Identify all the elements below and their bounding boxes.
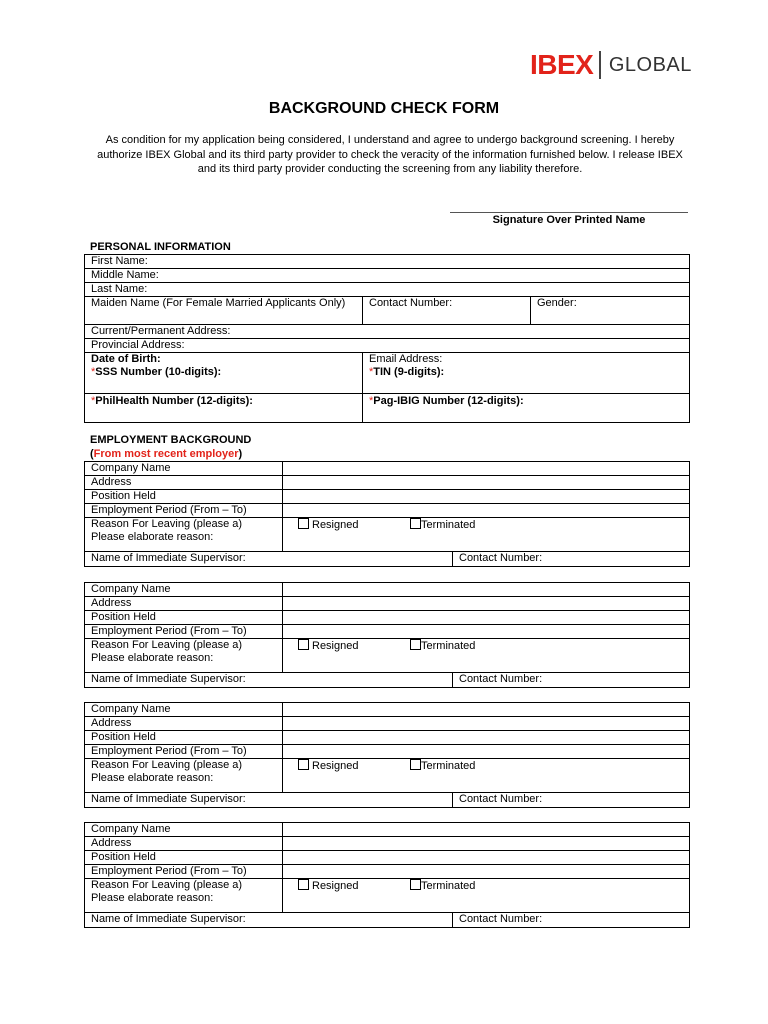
terminated-checkbox[interactable]: [410, 518, 421, 529]
supervisor-row[interactable]: [85, 552, 690, 567]
form-intro: As condition for my application being considered, I understand and agree to undergo background screening. I hereby authorize IBEX Global and its third party provider to check the veracity of the information furnished below. I release IBEX and its third party provider conducting the screening from any liability therefore.: [97, 134, 683, 175]
maiden-name-label: Maiden Name (For Female Married Applicants Only): [91, 297, 346, 309]
email-field[interactable]: [363, 353, 690, 367]
sss-field[interactable]: [85, 366, 363, 393]
sss-required-mark: *: [91, 366, 96, 378]
reason-label: Reason For Leaving (please a): [91, 518, 243, 530]
address-label: Address: [85, 837, 283, 851]
company-name-input[interactable]: [283, 823, 690, 837]
address-input[interactable]: [283, 717, 690, 731]
resigned-checkbox[interactable]: [298, 879, 309, 890]
company-name-label: Company Name: [85, 823, 283, 837]
employer-table-1: [84, 461, 690, 567]
supervisor-divider: [452, 673, 453, 688]
personal-info-heading: PERSONAL INFORMATION: [90, 241, 231, 253]
personal-info-table: [84, 254, 690, 423]
last-name-field[interactable]: [85, 283, 690, 297]
middle-name-label: Middle Name:: [91, 269, 159, 281]
contact-label: Contact Number:: [459, 913, 543, 925]
reason-label: Reason For Leaving (please a): [91, 759, 243, 771]
employment-note: [90, 448, 242, 460]
company-name-label: Company Name: [85, 462, 283, 476]
reason-cell: [85, 639, 283, 673]
maiden-name-field[interactable]: [85, 297, 363, 325]
tin-required-mark: *: [369, 366, 374, 378]
last-name-label: Last Name:: [91, 283, 148, 295]
period-input[interactable]: [283, 745, 690, 759]
first-name-field[interactable]: [85, 255, 690, 269]
reason-options: [283, 759, 690, 793]
reason-options: [283, 518, 690, 552]
supervisor-label: Name of Immediate Supervisor:: [91, 793, 246, 805]
philhealth-field[interactable]: [85, 393, 363, 422]
terminated-label: Terminated: [421, 519, 476, 531]
company-name-input[interactable]: [283, 703, 690, 717]
signature-label: Signature Over Printed Name: [492, 214, 646, 226]
reason-options: [283, 639, 690, 673]
reason-cell: [85, 518, 283, 552]
employment-heading: EMPLOYMENT BACKGROUND: [90, 434, 252, 446]
signature-line[interactable]: [450, 212, 688, 213]
period-input[interactable]: [283, 504, 690, 518]
supervisor-label: Name of Immediate Supervisor:: [91, 913, 246, 925]
position-label: Position Held: [85, 490, 283, 504]
position-label: Position Held: [85, 851, 283, 865]
supervisor-label: Name of Immediate Supervisor:: [91, 552, 246, 564]
terminated-option[interactable]: [410, 639, 475, 653]
provincial-address-field[interactable]: [85, 339, 690, 353]
company-name-label: Company Name: [85, 703, 283, 717]
company-name-input[interactable]: [283, 462, 690, 476]
middle-name-field[interactable]: [85, 269, 690, 283]
philhealth-required-mark: *: [91, 394, 96, 407]
terminated-checkbox[interactable]: [410, 639, 421, 650]
supervisor-row[interactable]: [85, 913, 690, 928]
supervisor-divider: [452, 552, 453, 567]
resigned-option[interactable]: [298, 759, 358, 773]
reason-label: Reason For Leaving (please a): [91, 879, 243, 891]
resigned-checkbox[interactable]: [298, 759, 309, 770]
elaborate-label: Please elaborate reason:: [91, 892, 214, 904]
period-label: Employment Period (From – To): [85, 625, 283, 639]
tin-field[interactable]: [363, 366, 690, 393]
resigned-label: Resigned: [312, 640, 359, 652]
email-label: Email Address:: [369, 353, 443, 365]
note-text: From most recent employer: [93, 448, 239, 460]
reason-cell: [85, 759, 283, 793]
position-label: Position Held: [85, 731, 283, 745]
ibex-global-logo: [530, 50, 692, 80]
position-input[interactable]: [283, 611, 690, 625]
reason-options: [283, 879, 690, 913]
supervisor-divider: [452, 793, 453, 808]
employer-table-2: [84, 582, 690, 688]
resigned-option[interactable]: [298, 518, 358, 532]
address-input[interactable]: [283, 476, 690, 490]
first-name-label: First Name:: [91, 255, 148, 267]
resigned-option[interactable]: [298, 639, 358, 653]
sss-label: SSS Number (10-digits):: [95, 366, 222, 378]
company-name-input[interactable]: [283, 583, 690, 597]
position-label: Position Held: [85, 611, 283, 625]
note-paren-close: ): [238, 448, 243, 460]
period-input[interactable]: [283, 865, 690, 879]
address-input[interactable]: [283, 837, 690, 851]
logo-divider: [599, 51, 601, 79]
resigned-checkbox[interactable]: [298, 518, 309, 529]
employer-table-3: [84, 702, 690, 808]
gender-field[interactable]: [531, 297, 690, 325]
period-label: Employment Period (From – To): [85, 745, 283, 759]
period-label: Employment Period (From – To): [85, 504, 283, 518]
reason-cell: [85, 879, 283, 913]
terminated-label: Terminated: [421, 760, 476, 772]
tin-label: TIN (9-digits):: [373, 366, 445, 378]
note-paren-open: (: [90, 448, 94, 460]
elaborate-label: Please elaborate reason:: [91, 531, 214, 543]
provincial-address-label: Provincial Address:: [91, 339, 185, 351]
logo-brand: IBEX: [530, 49, 594, 80]
position-input[interactable]: [283, 490, 690, 504]
position-input[interactable]: [283, 851, 690, 865]
elaborate-label: Please elaborate reason:: [91, 652, 214, 664]
elaborate-label: Please elaborate reason:: [91, 772, 214, 784]
terminated-option[interactable]: [410, 759, 475, 773]
terminated-option[interactable]: [410, 518, 475, 532]
contact-label: Contact Number:: [459, 552, 543, 564]
reason-label: Reason For Leaving (please a): [91, 639, 243, 651]
terminated-checkbox[interactable]: [410, 759, 421, 770]
dob-field[interactable]: [85, 353, 363, 367]
position-input[interactable]: [283, 731, 690, 745]
terminated-checkbox[interactable]: [410, 879, 421, 890]
terminated-option[interactable]: [410, 879, 475, 893]
pagibig-field[interactable]: [363, 393, 690, 422]
logo-suffix: GLOBAL: [608, 54, 692, 76]
resigned-checkbox[interactable]: [298, 639, 309, 650]
address-label: Address: [85, 717, 283, 731]
form-title: BACKGROUND CHECK FORM: [268, 100, 500, 117]
address-field[interactable]: [85, 325, 690, 339]
period-input[interactable]: [283, 625, 690, 639]
contact-label: Contact Number:: [459, 793, 543, 805]
gender-label: Gender:: [537, 297, 577, 309]
supervisor-divider: [452, 913, 453, 928]
resigned-label: Resigned: [312, 880, 359, 892]
address-label: Current/Permanent Address:: [91, 325, 231, 337]
supervisor-row[interactable]: [85, 673, 690, 688]
resigned-label: Resigned: [312, 519, 359, 531]
period-label: Employment Period (From – To): [85, 865, 283, 879]
contact-label: Contact Number:: [459, 673, 543, 685]
terminated-label: Terminated: [421, 640, 476, 652]
resigned-option[interactable]: [298, 879, 358, 893]
address-label: Address: [85, 476, 283, 490]
supervisor-label: Name of Immediate Supervisor:: [91, 673, 246, 685]
address-input[interactable]: [283, 597, 690, 611]
philhealth-label: PhilHealth Number (12-digits):: [95, 394, 253, 407]
employer-table-4: [84, 822, 690, 928]
resigned-label: Resigned: [312, 760, 359, 772]
dob-label: Date of Birth:: [91, 353, 161, 365]
company-name-label: Company Name: [85, 583, 283, 597]
supervisor-row[interactable]: [85, 793, 690, 808]
pagibig-required-mark: *: [369, 394, 374, 407]
address-label: Address: [85, 597, 283, 611]
terminated-label: Terminated: [421, 880, 476, 892]
contact-number-field[interactable]: [363, 297, 531, 325]
pagibig-label: Pag-IBIG Number (12-digits):: [373, 394, 524, 407]
contact-number-label: Contact Number:: [369, 297, 453, 309]
